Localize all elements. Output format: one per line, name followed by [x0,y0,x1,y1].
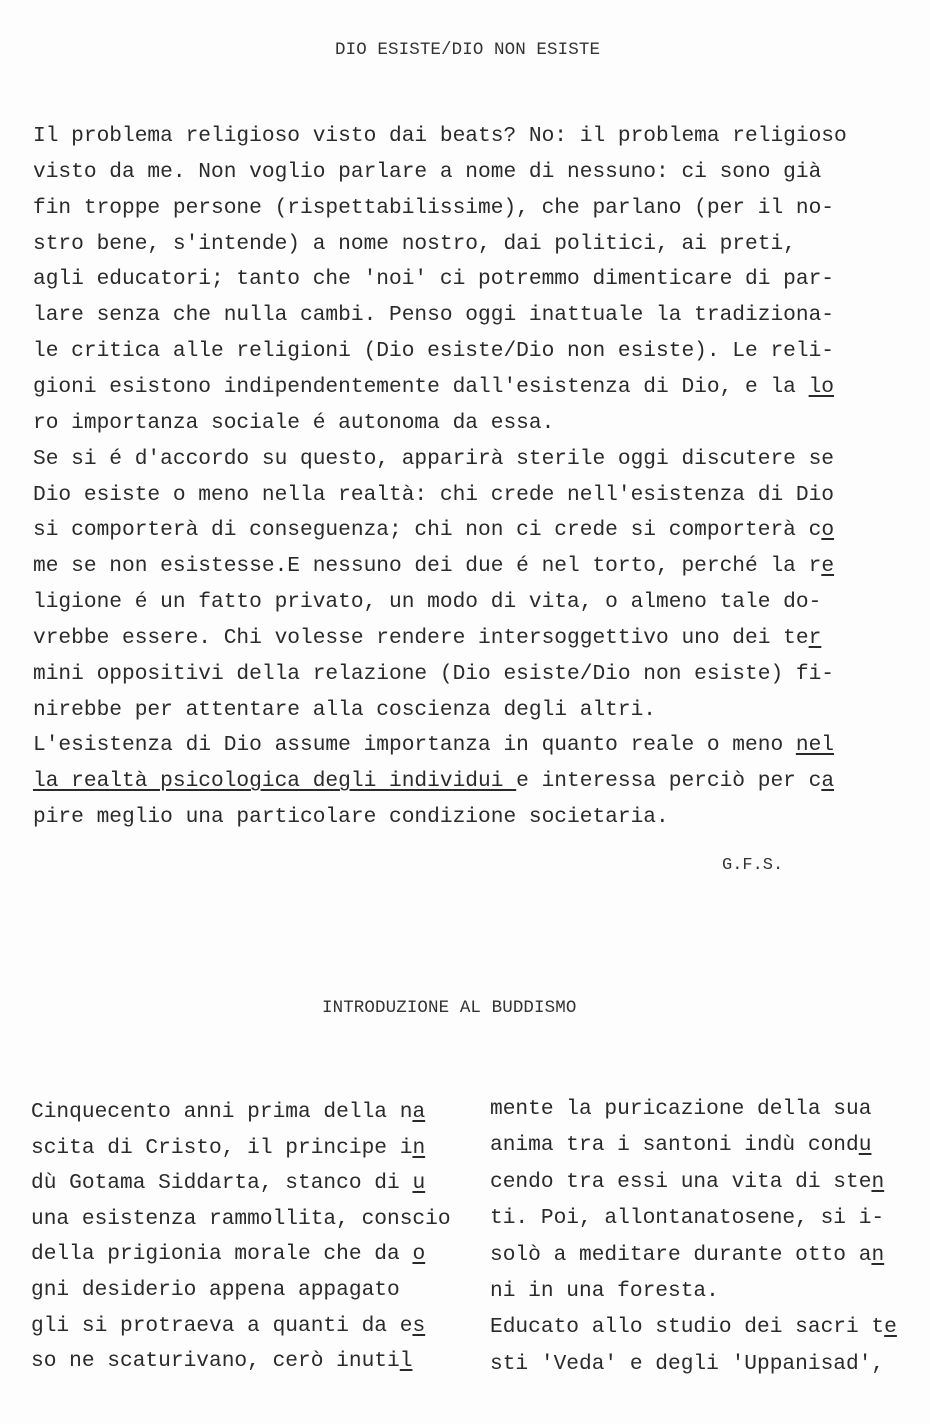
text-segment: ni in una foresta. [490,1279,719,1303]
text-line [31,1278,400,1302]
text-line [490,1206,884,1230]
text-segment: Educato allo studio dei sacri t [490,1315,885,1340]
text-line [33,662,834,686]
text-line [33,518,834,542]
text-line [33,554,834,578]
text-segment: sti 'Veda' e degli 'Uppanisad', [490,1351,885,1376]
text-segment: solò a meditare durante otto a [490,1242,872,1267]
text-segment: cendo tra essi una vita di ste [490,1169,872,1194]
text-line [490,1315,897,1339]
underlined-text: e [884,1315,897,1340]
text-segment: si comporterà di conseguenza; chi non ci crede si comporterà c [33,518,822,543]
text-line [33,447,834,471]
text-segment: lare senza che nulla cambi. Penso oggi inattuale la tradiziona- [33,303,835,328]
text-segment: fin troppe persone (rispettabilissime), che parlano (per il no- [33,195,835,220]
text-line [31,1100,425,1124]
article-title-dio-esiste: DIO ESISTE/DIO NON ESISTE [335,40,601,60]
text-segment: agli educatori; tanto che 'noi' ci potremmo dimenticare di par- [33,267,835,292]
text-line [490,1170,884,1194]
text-line [33,733,834,757]
article-title-buddismo: INTRODUZIONE AL BUDDISMO [322,998,577,1018]
text-line [33,339,834,363]
text-line [490,1352,884,1376]
text-line [33,267,834,291]
text-segment: e interessa perciò per c [516,769,822,794]
underlined-text: lo [808,374,835,399]
underlined-text: u [858,1133,872,1158]
underlined-text: o [412,1242,426,1267]
text-segment: scita di Cristo, il principe i [31,1135,413,1160]
text-line [33,698,656,722]
text-line [33,375,834,399]
text-line [33,769,834,793]
text-line [31,1349,412,1373]
underlined-text: u [412,1171,426,1196]
text-segment: anima tra i santoni indù cond [490,1133,859,1158]
text-line [33,160,821,184]
text-line [490,1097,871,1121]
text-line [31,1242,425,1266]
text-segment: so ne scaturivano, cerò inuti [31,1349,400,1374]
underlined-text: e [821,554,835,579]
text-segment: ti. Poi, allontanatosene, si i- [490,1206,885,1231]
text-line [33,483,834,507]
text-line [33,196,834,220]
underlined-text: a [821,769,835,794]
text-segment: Cinquecento anni prima della n [31,1100,413,1124]
text-segment: gli si protraeva a quanti da e [31,1313,413,1338]
text-line [33,626,821,650]
underlined-text: r [808,625,822,650]
text-segment: ligione é un fatto privato, un modo di vita, o almeno tale do- [33,590,822,615]
text-segment: Il problema religioso visto dai beats? No: il problema religioso [33,124,847,148]
text-line [33,232,796,256]
text-segment: mente la puricazione della sua [490,1097,872,1121]
text-line [490,1279,719,1303]
underlined-text: s [412,1313,426,1338]
text-segment: me se non esistesse.E nessuno dei due é nel torto, perché la r [33,554,822,579]
text-line [31,1207,451,1231]
text-line [33,124,847,148]
underlined-text: nel [795,733,835,758]
text-line [31,1136,425,1160]
text-line [33,590,821,614]
text-segment: L'esistenza di Dio assume importanza in quanto reale o meno [33,733,796,758]
text-line [490,1133,871,1157]
underlined-text: l [399,1349,413,1374]
text-segment: Dio esiste o meno nella realtà: chi crede nell'esistenza di Dio [33,482,835,507]
text-line [33,411,554,435]
text-segment: nirebbe per attentare alla coscienza degli altri. [33,697,657,722]
underlined-text: n [412,1135,426,1160]
text-segment: della prigionia morale che da [31,1242,413,1267]
text-segment: Se si é d'accordo su questo, apparirà sterile oggi discutere se [33,446,835,471]
text-segment: mini oppositivi della relazione (Dio esiste/Dio non esiste) fi- [33,661,835,686]
text-segment: ro importanza sociale é autonoma da essa. [33,410,555,435]
underlined-text: n [871,1169,885,1194]
text-line [490,1243,884,1267]
text-segment: visto da me. Non voglio parlare a nome di nessuno: ci sono già [33,159,822,184]
underlined-text: a [412,1100,426,1124]
text-segment: dù Gotama Siddarta, stanco di [31,1171,413,1196]
text-segment: pire meglio una particolare condizione societaria. [33,805,669,830]
text-segment: stro bene, s'intende) a nome nostro, dai politici, ai preti, [33,231,796,256]
text-segment: una esistenza rammollita, conscio [31,1206,451,1231]
text-segment: gioni esistono indipendentemente dall'esistenza di Dio, e la [33,374,809,399]
text-line [31,1314,425,1338]
signature: G.F.S. [722,856,784,875]
underlined-text: n [871,1242,885,1267]
text-line [31,1171,425,1195]
text-segment: gni desiderio appena appagato [31,1278,400,1302]
underlined-text: la realtà psicologica degli individui [33,769,517,794]
text-segment: le critica alle religioni (Dio esiste/Dio non esiste). Le reli- [33,339,835,364]
text-line [33,303,834,327]
underlined-text: o [821,518,835,543]
text-segment: vrebbe essere. Chi volesse rendere intersoggettivo uno dei te [33,625,809,650]
text-line [33,805,669,829]
